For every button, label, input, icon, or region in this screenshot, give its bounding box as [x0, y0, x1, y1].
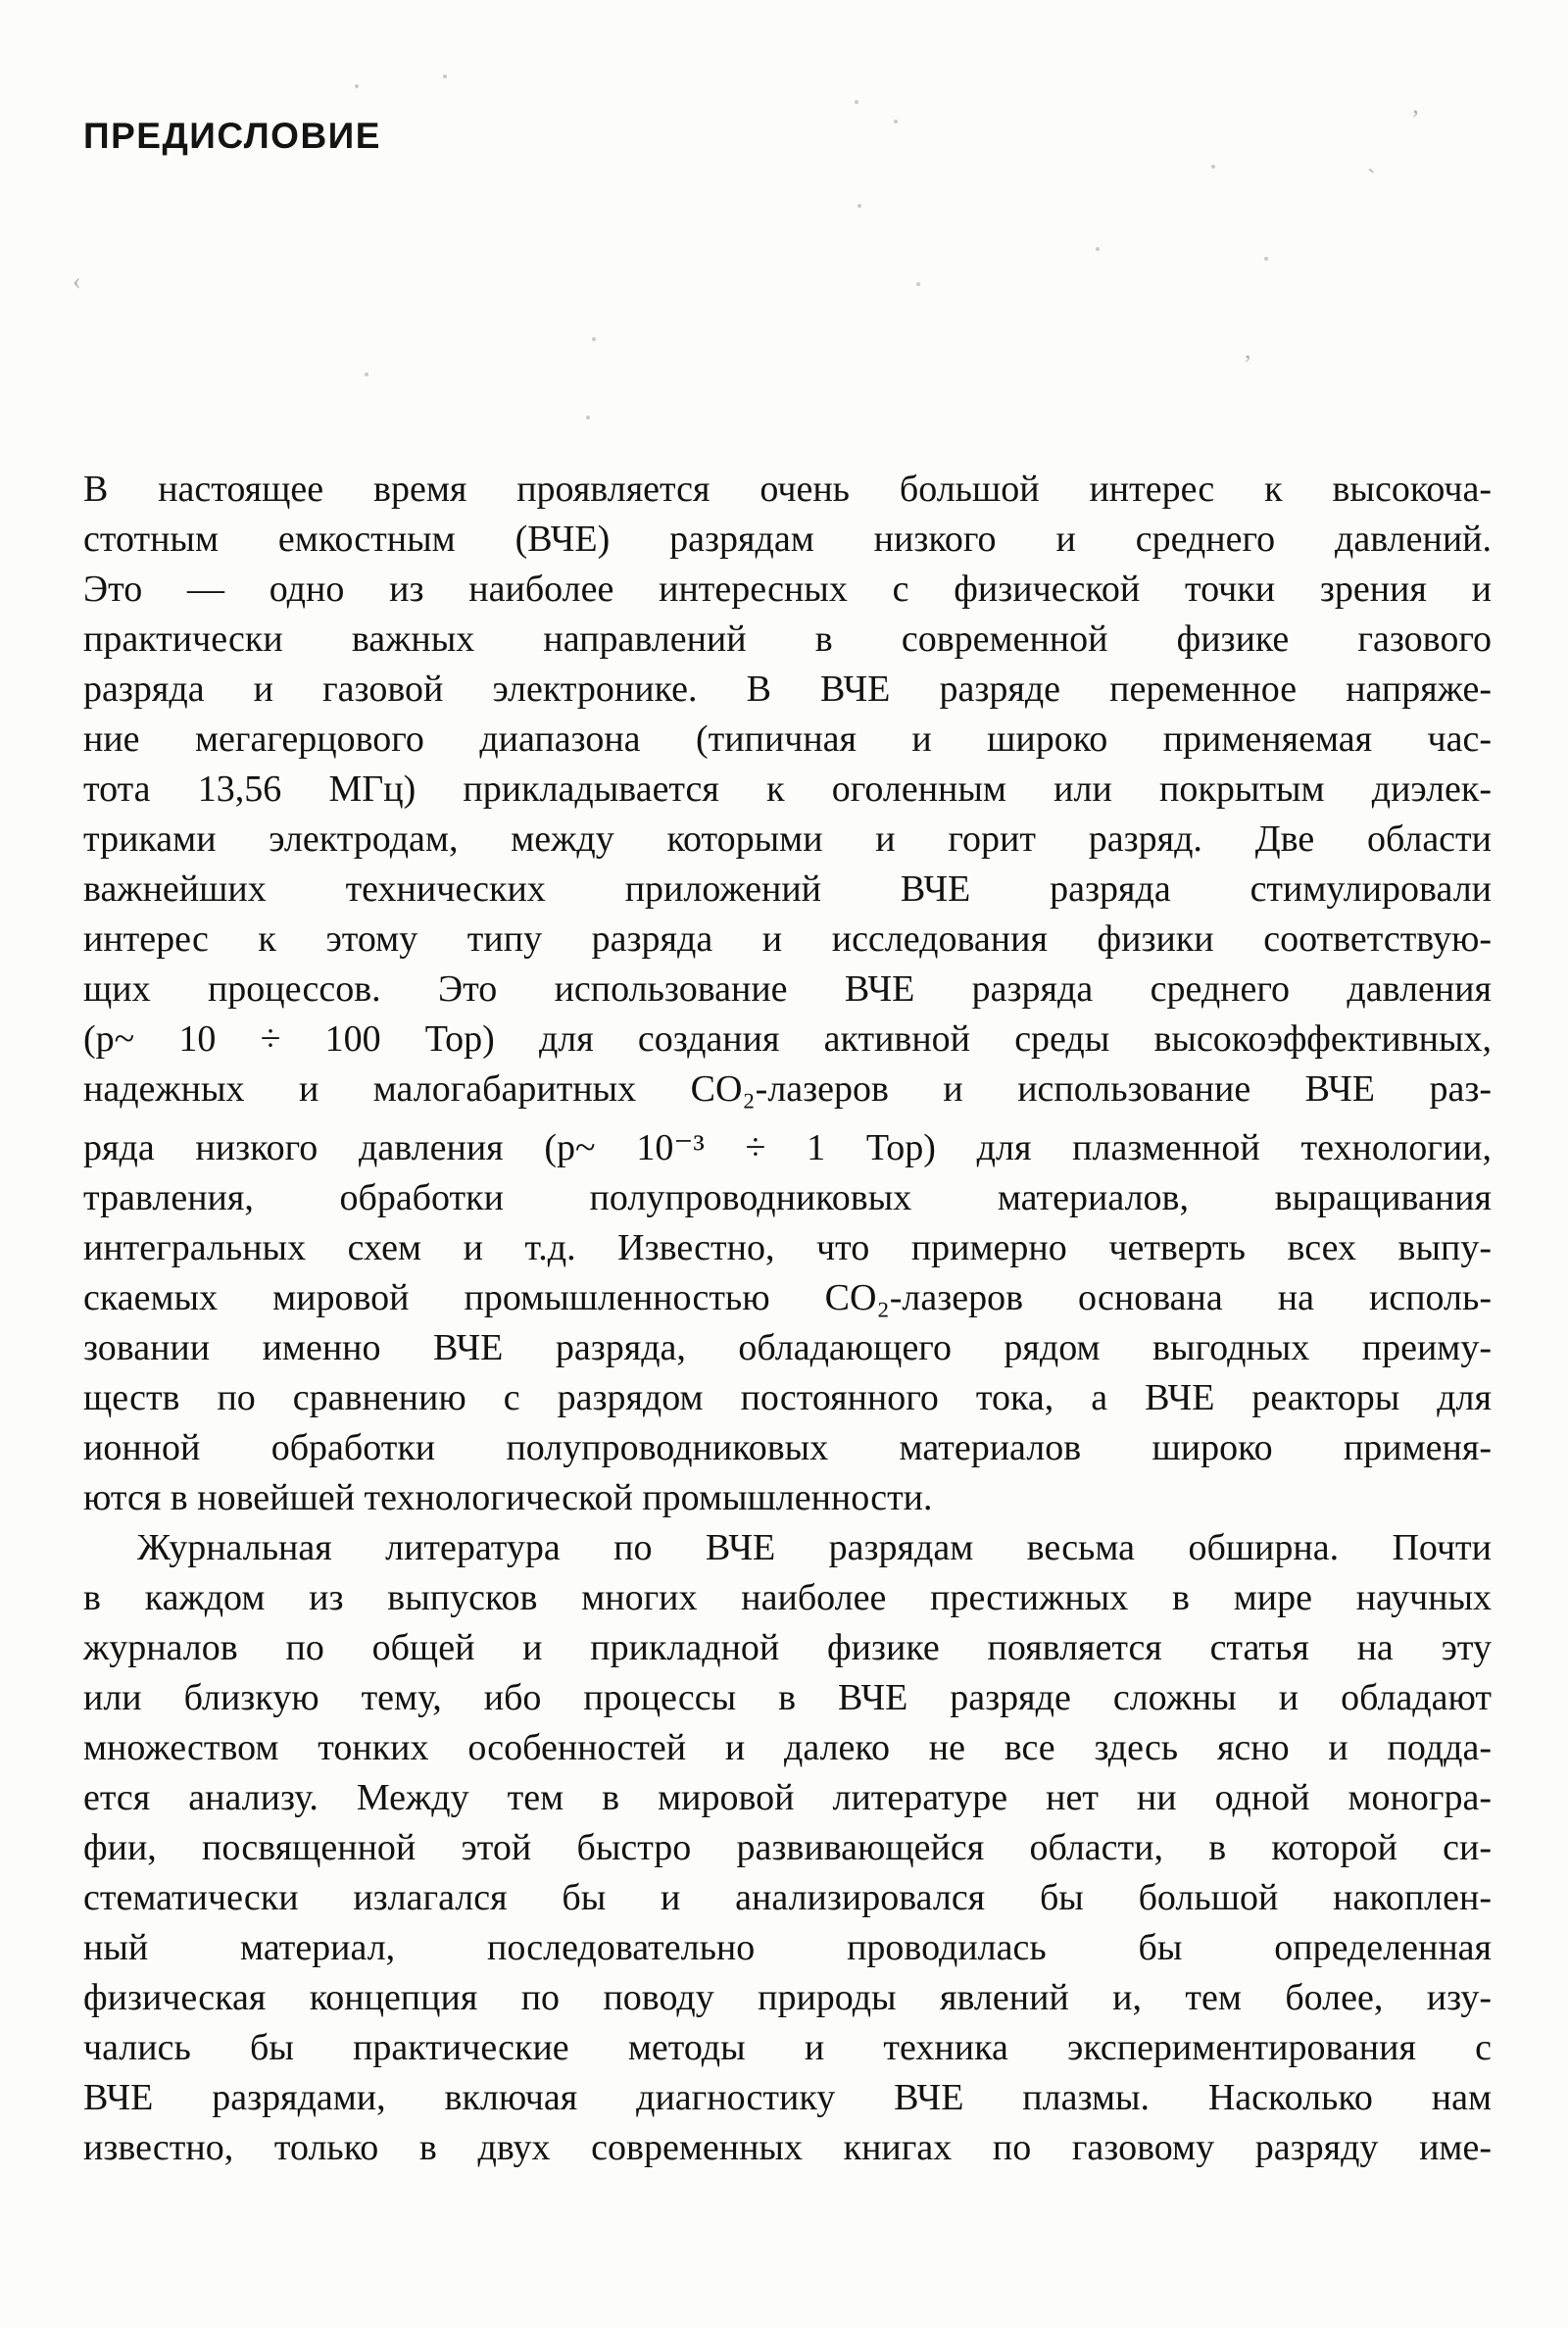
text-line: (p~ 10 ÷ 100 Тор) для создания активной среды высокоэффективных,	[83, 1018, 1492, 1060]
text-line: скаемых мировой промышленностью СО₂-лазеров основана на исполь-	[83, 1277, 1492, 1318]
scan-speck	[1211, 165, 1215, 169]
scan-speck	[355, 84, 359, 88]
text-line: триками электродам, между которыми и горит разряд. Две области	[83, 818, 1492, 860]
scan-speck: ,	[1245, 335, 1251, 364]
scan-speck	[858, 204, 861, 208]
text-line: тота 13,56 МГц) прикладывается к оголенным или покрытым диэлек-	[83, 768, 1492, 810]
text-line: разряда и газовой электронике. В ВЧЕ разряде переменное напряже-	[83, 669, 1492, 710]
text-line: ние мегагерцового диапазона (типичная и широко применяемая час-	[83, 718, 1492, 760]
text-line: известно, только в двух современных книгах по газовому разряду име-	[83, 2127, 1492, 2168]
scan-speck	[586, 416, 590, 420]
text-line: важнейших технических приложений ВЧЕ разряда стимулировали	[83, 868, 1492, 910]
scan-speck: `	[1367, 165, 1376, 193]
text-line: в каждом из выпусков многих наиболее престижных в мире научных	[83, 1577, 1492, 1618]
text-line: ВЧЕ разрядами, включая диагностику ВЧЕ плазмы. Насколько нам	[83, 2077, 1492, 2118]
text-line: интерес к этому типу разряда и исследования физики соответствую-	[83, 918, 1492, 960]
preface-text	[83, 465, 1492, 2173]
text-line: В настоящее время проявляется очень большой интерес к высокоча-	[83, 469, 1492, 510]
scan-speck: ‹	[73, 267, 81, 295]
scan-speck	[1264, 257, 1268, 261]
text-line: физическая концепция по поводу природы явлений и, тем более, изу-	[83, 1977, 1492, 2018]
text-line: надежных и малогабаритных СО₂-лазеров и использование ВЧЕ раз-	[83, 1068, 1492, 1110]
text-line: ется анализу. Между тем в мировой литературе нет ни одной моногра-	[83, 1777, 1492, 1818]
text-line: щих процессов. Это использование ВЧЕ разряда среднего давления	[83, 968, 1492, 1010]
text-line: ионной обработки полупроводниковых материалов широко применя-	[83, 1427, 1492, 1468]
scan-speck	[916, 282, 920, 286]
text-line: фии, посвященной этой быстро развивающейся области, в которой си-	[83, 1827, 1492, 1868]
text-line: ный материал, последовательно проводилась бы определенная	[83, 1927, 1492, 1968]
text-line: стотным емкостным (ВЧЕ) разрядам низкого и среднего давлений.	[83, 519, 1492, 560]
scan-speck	[365, 372, 368, 376]
text-line: ряда низкого давления (p~ 10⁻³ ÷ 1 Тор) для плазменной технологии,	[83, 1127, 1492, 1168]
text-line: Это — одно из наиболее интересных с физической точки зрения и	[83, 569, 1492, 610]
text-line: ются в новейшей технологической промышленности.	[83, 1477, 933, 1518]
text-line: Журнальная литература по ВЧЕ разрядам весьма обширна. Почти	[137, 1527, 1492, 1568]
scan-speck	[443, 74, 447, 78]
text-line: журналов по общей и прикладной физике появляется статья на эту	[83, 1627, 1492, 1668]
text-line: зовании именно ВЧЕ разряда, обладающего рядом выгодных преиму-	[83, 1327, 1492, 1368]
scan-speck: ‚	[1411, 90, 1420, 119]
scan-speck	[1096, 247, 1100, 251]
scan-speck	[894, 120, 898, 124]
text-line: травления, обработки полупроводниковых материалов, выращивания	[83, 1177, 1492, 1218]
text-line: множеством тонких особенностей и далеко не все здесь ясно и подда-	[83, 1727, 1492, 1768]
scan-speck	[855, 100, 858, 104]
text-line: или близкую тему, ибо процессы в ВЧЕ разряде сложны и обладают	[83, 1677, 1492, 1718]
text-line: практически важных направлений в современной физике газового	[83, 619, 1492, 660]
text-line: ществ по сравнению с разрядом постоянного тока, а ВЧЕ реакторы для	[83, 1377, 1492, 1418]
scan-speck	[592, 337, 596, 341]
text-line: чались бы практические методы и техника экспериментирования с	[83, 2027, 1492, 2068]
page-title: ПРЕДИСЛОВИЕ	[83, 116, 381, 156]
text-line: стематически излагался бы и анализировался бы большой накоплен-	[83, 1877, 1492, 1918]
text-line: интегральных схем и т.д. Известно, что примерно четверть всех выпу-	[83, 1227, 1492, 1268]
